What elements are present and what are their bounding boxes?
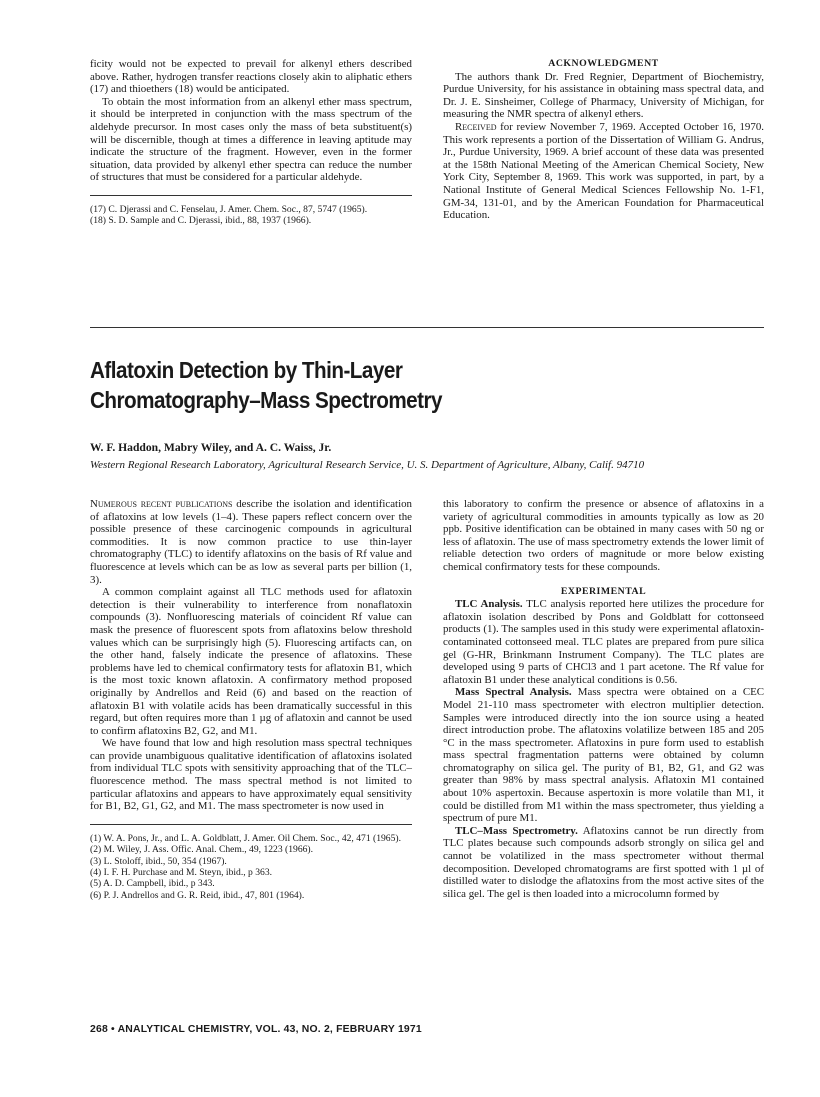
prev-article-left-column	[90, 58, 412, 227]
article-left-column	[90, 498, 412, 901]
reference-item: (1) W. A. Pons, Jr., and L. A. Goldblatt, J. Amer. Oil Chem. Soc., 42, 471 (1965).	[90, 832, 401, 844]
received-label: Received	[455, 120, 497, 133]
article-affiliation: Western Regional Research Laboratory, Agricultural Research Service, U. S. Department of Agriculture, Albany, Calif. 94710	[90, 459, 645, 471]
reference-item: (18) S. D. Sample and C. Djerassi, ibid., 88, 1937 (1966).	[90, 215, 312, 227]
acknowledgment-heading: ACKNOWLEDGMENT	[548, 58, 659, 69]
intro-paragraph-3: We have found that low and high resolution mass spectral techniques can provide unambiguous qualitative identification of aflatoxins isolated from individual TLC spots with sensitivity approaching that of the TLC–fluorescence method. The mass spectral method is not limited to particular aflatoxins and appears to have approximately equal sensitivity for B1, B2, G1, G2, and M1. The mass spectrometer is now used in	[90, 737, 412, 813]
intro-paragraph-1	[90, 498, 412, 586]
received-text: for review November 7, 1969. Accepted October 16, 1970. This work represents a portion of the Dissertation of William G. Andrus, Jr., Purdue University, 1969. A brief account of these data was presented at the 158th National Meeting of the American Chemical Society, New York City, September 8, 1969. This work was supported, in part, by a National Institute of General Medical Sciences Fellowship No. 1-F1, GM-34, 131-01, and by the American Foundation for Pharmaceutical Education.	[443, 120, 764, 222]
prev-paragraph-2: To obtain the most information from an alkenyl ether mass spectrum, it should be interpreted in conjunction with the mass spectrum of the aldehyde precursor. In most cases only the mass of beta substituent(s) will be discernible, though at times a difference in leaving aptitude may indicate the structure of the fragment. However, even in the former situation, data provided by alkenyl ether spectra can reduce the number of structures that must be considered for a particular aldehyde.	[90, 95, 412, 184]
acknowledgment-text: The authors thank Dr. Fred Regnier, Department of Biochemistry, Purdue University, for his assistance in obtaining mass spectral data, and Dr. J. E. Sinsheimer, College of Pharmacy, University of Michigan, for measuring the NMR spectra of alkenyl ethers.	[443, 70, 764, 121]
reference-item: (5) A. D. Campbell, ibid., p 343.	[90, 878, 215, 890]
tlc-ms-text: Aflatoxins cannot be run directly from TLC plates because such compounds adsorb strongly on silica gel and cannot be volatilized in the mass spectrometer without thermal decomposition. Developed chromatograms are first spotted with 1 µl of distilled water to dislodge the aflatoxins from the most active sites of the silica gel. The gel is then loaded into a microcolumn formed by	[443, 824, 764, 900]
prev-article-right-column	[443, 58, 764, 222]
tlc-ms-heading: TLC–Mass Spectrometry.	[455, 824, 578, 837]
page-number: 268	[90, 1024, 108, 1035]
intro-paragraph-1-text: describe the isolation and identification of aflatoxins at low levels (1–4). These papers reflect concern over the possible presence of these carcinogenic compounds in agricultural commodities. It is now common practice to use thin-layer chromatography (TLC) to identify aflatoxins on the basis of Rf value and fluorescence at levels which can be as low as several parts per billion (1, 3).	[90, 498, 412, 586]
tlc-ms-paragraph	[443, 825, 764, 901]
mass-spectral-text: Mass spectra were obtained on a CEC Model 21-110 mass spectrometer with electron multiplier detection. Samples were introduced directly into the ion source using a heated direct introduction probe. The aflatoxins volatilize between 185 and 205 °C in the mass spectrometer. Aflatoxins in pure form used to establish mass spectral fragmentation patterns were obtained by column chromatography on silica gel. The purity of B1, B2, G1, and G2 was greater than 98% by mass spectral analysis. Aflatoxin M1 contained about 10% aspertoxin. Because aspertoxin is more volatile than M1, it could be distilled from M1 within the mass spectrometer, thus yielding a spectrum of pure M1.	[443, 686, 764, 825]
article-right-column	[443, 498, 764, 900]
tlc-analysis-heading: TLC Analysis.	[455, 598, 523, 611]
article-divider	[90, 327, 764, 328]
reference-item: (6) P. J. Andrellos and G. R. Reid, ibid., 47, 801 (1964).	[90, 889, 305, 901]
reference-item: (17) C. Djerassi and C. Fenselau, J. Amer. Chem. Soc., 87, 5747 (1965).	[90, 203, 368, 215]
tlc-analysis-text: TLC analysis reported here utilizes the procedure for aflatoxin isolation described by Pons and Goldblatt for cottonseed products (1). The samples used in this study were experimental aflatoxin-contaminated cottonseed meal. TLC plates are prepared from pure silica gel (G-HR, Brinkmann Instrument Company). The TLC plates are developed using 9 parts of CHCl3 and 1 part acetone. The Rf value for aflatoxin B1 under these analytical conditions is 0.56.	[443, 598, 765, 686]
reference-divider	[90, 824, 412, 825]
reference-item: (4) I. F. H. Purchase and M. Steyn, ibid., p 363.	[90, 867, 273, 879]
received-note	[443, 121, 764, 222]
reference-item: (2) M. Wiley, J. Ass. Offic. Anal. Chem., 49, 1223 (1966).	[90, 844, 314, 856]
footer-bullet: •	[111, 1024, 115, 1035]
reference-divider	[90, 195, 412, 196]
title-line-1: Aflatoxin Detection by Thin-Layer	[90, 357, 403, 383]
right-paragraph-1: this laboratory to confirm the presence or absence of aflatoxins in a variety of agricultural commodities in amounts typically as low as 20 ppb. Positive identification can be obtained in many cases with 50 ng or less of aflatoxin. The use of mass spectrometry extends the lower limit of reliable detection two orders of magnitude or more below existing chemical confirmatory tests for these compounds.	[443, 498, 764, 573]
intro-lead: Numerous recent publications	[90, 498, 233, 510]
title-line-2: Chromatography–Mass Spectrometry	[90, 387, 443, 413]
mass-spectral-paragraph	[443, 686, 764, 825]
tlc-analysis-paragraph	[443, 598, 764, 686]
article-references	[90, 833, 412, 901]
intro-paragraph-2: A common complaint against all TLC methods used for aflatoxin detection is their vulnerability to interference from nonaflatoxin compounds (3). Nonfluorescing materials of coincident Rf value can mask the presence of fluorescent spots from aflatoxins below threshold values which can be surprisingly high (5). Fluorescing artifacts can, on the other hand, falsely indicate the presence of aflatoxins. These problems have led to chemical confirmatory tests for aflatoxin B1, which is the most toxic known aflatoxin. A confirmatory method proposed originally by Andrellos and Reid (6) and based on the reaction of aflatoxin B1 with volatile acids has been dramatically successful in this regard, but often requires more than 1 µg of aflatoxin and cannot be used to confirm aflatoxins B2, G2, and M1.	[90, 586, 412, 737]
experimental-heading: EXPERIMENTAL	[560, 585, 647, 597]
prev-paragraph-1: ficity would not be expected to prevail for alkenyl ethers described above. Rather, hydrogen transfer reactions closely akin to aliphatic ethers (17) and thioethers (18) would be anticipated.	[90, 58, 412, 96]
mass-spectral-heading: Mass Spectral Analysis.	[455, 686, 572, 699]
page-footer	[90, 1024, 422, 1035]
journal-citation: ANALYTICAL CHEMISTRY, VOL. 43, NO. 2, FEBRUARY 1971	[117, 1024, 422, 1035]
prev-references	[90, 204, 412, 227]
article-title	[90, 355, 683, 415]
reference-item: (3) L. Stoloff, ibid., 50, 354 (1967).	[90, 855, 227, 867]
article-authors: W. F. Haddon, Mabry Wiley, and A. C. Waiss, Jr.	[90, 441, 332, 454]
